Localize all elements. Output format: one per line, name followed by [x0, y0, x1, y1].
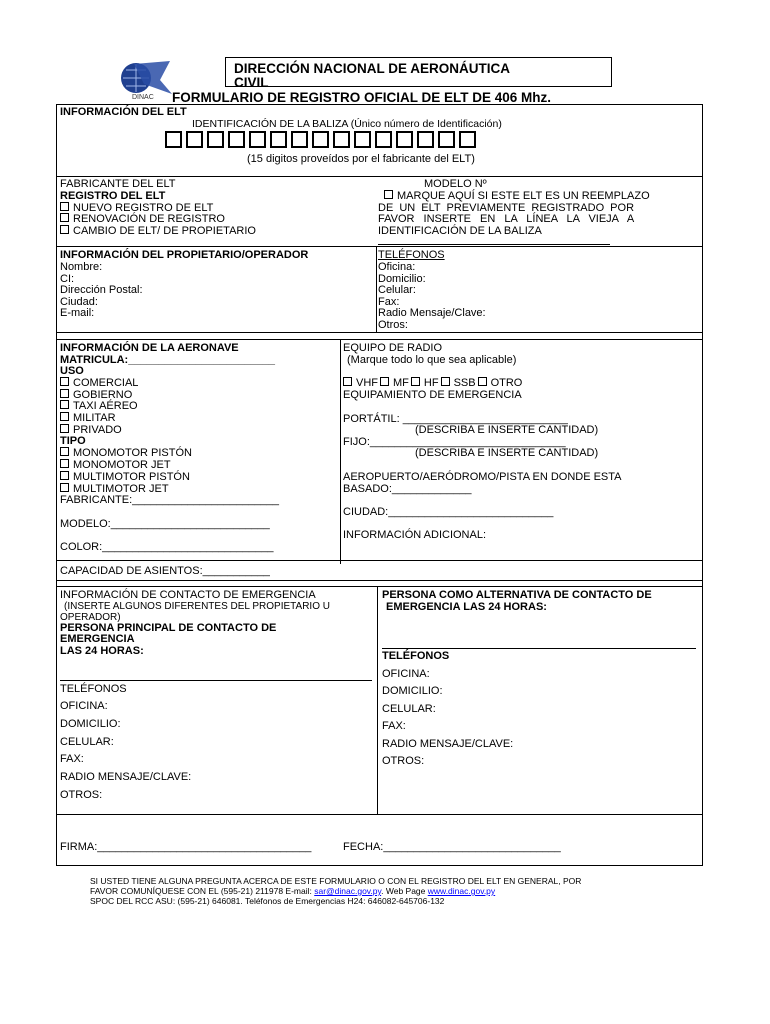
date-field[interactable]: FECHA:_____________________________ — [343, 841, 561, 853]
old-beacon-id-line[interactable] — [378, 244, 610, 245]
footer-web-label: . Web Page — [381, 886, 428, 896]
additional-info-label[interactable]: INFORMACIÓN ADICIONAL: — [343, 529, 487, 541]
replacement-checkbox[interactable]: MARQUE AQUÍ SI ESTE ELT ES UN REEMPLAZO — [384, 190, 650, 202]
radio-options — [343, 377, 522, 389]
tipo-multimotor-piston[interactable]: MULTIMOTOR PISTÓN — [60, 471, 190, 483]
owner-address-field[interactable]: Dirección Postal: — [60, 284, 143, 296]
id-cell[interactable] — [417, 131, 434, 148]
alternate-contact-line1: PERSONA COMO ALTERNATIVA DE CONTACTO DE — [382, 589, 652, 601]
aircraft-manufacturer-field[interactable]: FABRICANTE:________________________ — [60, 494, 279, 506]
alternate-contact-line2: EMERGENCIA LAS 24 HORAS: — [386, 601, 547, 613]
alternate-phone-fax[interactable]: FAX: — [382, 720, 406, 732]
footer-line3: SPOC DEL RCC ASU: (595-21) 646081. Teléfonos de Emergencias H24: 646082-645706-132 — [90, 896, 445, 906]
digits-note: (15 digitos proveídos por el fabricante del ELT) — [247, 153, 475, 165]
aircraft-seats-field[interactable]: CAPACIDAD DE ASIENTOS:___________ — [60, 565, 270, 577]
aircraft-registration-field[interactable]: MATRICULA:________________________ — [60, 354, 276, 366]
portable-field[interactable]: PORTÁTIL: ___________________________ — [343, 413, 568, 425]
city-field[interactable]: CIUDAD:___________________________ — [343, 506, 554, 518]
id-cell[interactable] — [291, 131, 308, 148]
alternate-phone-other[interactable]: OTROS: — [382, 755, 425, 767]
uso-taxi-aereo[interactable]: TAXI AÉREO — [60, 400, 138, 412]
replacement-line-4: IDENTIFICACIÓN DE LA BALIZA — [378, 225, 542, 237]
radio-hf[interactable]: HF — [411, 377, 439, 389]
divider — [56, 814, 702, 815]
agency-title-line1: DIRECCIÓN NACIONAL DE AERONÁUTICA — [234, 61, 511, 76]
fixed-describe-note: (DESCRIBA E INSERTE CANTIDAD) — [415, 447, 599, 459]
tipo-multimotor-jet[interactable]: MULTIMOTOR JET — [60, 483, 169, 495]
tipo-title: TIPO — [60, 435, 86, 447]
uso-privado[interactable]: PRIVADO — [60, 424, 122, 436]
id-cell[interactable] — [207, 131, 224, 148]
fixed-field[interactable]: FIJO:________________________________ — [343, 436, 566, 448]
alternate-phone-home[interactable]: DOMICILIO: — [382, 685, 443, 697]
owner-phone-mobile[interactable]: Celular: — [378, 284, 416, 296]
registry-option-renewal[interactable]: RENOVACIÓN DE REGISTRO — [60, 213, 225, 225]
elt-manufacturer-label[interactable]: FABRICANTE DEL ELT — [60, 178, 176, 190]
owner-phone-home[interactable]: Domicilio: — [378, 273, 426, 285]
uso-title: USO — [60, 365, 84, 377]
uso-gobierno[interactable]: GOBIERNO — [60, 389, 132, 401]
id-cell[interactable] — [312, 131, 329, 148]
tipo-monomotor-piston[interactable]: MONOMOTOR PISTÓN — [60, 447, 192, 459]
elt-section-title: INFORMACIÓN DEL ELT — [60, 106, 187, 118]
agency-title-line2: CIVIL — [234, 75, 269, 87]
primary-phone-fax[interactable]: FAX: — [60, 753, 84, 765]
primary-contact-name-line[interactable] — [60, 680, 372, 681]
divider — [56, 580, 702, 581]
radio-otro[interactable]: OTRO — [478, 377, 523, 389]
emergency-note-line1: (INSERTE ALGUNOS DIFERENTES DEL PROPIETARIO U — [64, 601, 330, 612]
id-cell[interactable] — [186, 131, 203, 148]
tipo-monomotor-jet[interactable]: MONOMOTOR JET — [60, 459, 171, 471]
airport-field[interactable]: BASADO:_____________ — [343, 483, 472, 495]
emergency-note-line2: OPERADOR) — [60, 612, 121, 623]
airport-label: AEROPUERTO/AERÓDROMO/PISTA EN DONDE ESTA — [343, 471, 622, 483]
owner-section-title: INFORMACIÓN DEL PROPIETARIO/OPERADOR — [60, 249, 309, 261]
primary-phone-mobile[interactable]: CELULAR: — [60, 736, 114, 748]
owner-phone-office[interactable]: Oficina: — [378, 261, 416, 273]
primary-contact-line1: PERSONA PRINCIPAL DE CONTACTO DE — [60, 622, 277, 634]
divider — [56, 332, 702, 333]
divider — [340, 339, 341, 564]
owner-phone-other[interactable]: Otros: — [378, 319, 408, 331]
radio-section-title: EQUIPO DE RADIO — [343, 342, 443, 354]
divider — [56, 246, 702, 247]
title-box — [225, 57, 612, 87]
primary-phone-home[interactable]: DOMICILIO: — [60, 718, 121, 730]
aircraft-color-field[interactable]: COLOR:____________________________ — [60, 541, 274, 553]
elt-model-label[interactable]: MODELO Nº — [424, 178, 487, 190]
form-title: FORMULARIO DE REGISTRO OFICIAL DE ELT DE 406 Mhz. — [172, 90, 552, 105]
owner-email-field[interactable]: E-mail: — [60, 307, 95, 319]
divider — [56, 586, 702, 587]
radio-mf[interactable]: MF — [380, 377, 409, 389]
id-cell[interactable] — [228, 131, 245, 148]
owner-phone-radio[interactable]: Radio Mensaje/Clave: — [378, 307, 486, 319]
registry-option-change[interactable]: CAMBIO DE ELT/ DE PROPIETARIO — [60, 225, 256, 237]
portable-describe-note: (DESCRIBA E INSERTE CANTIDAD) — [415, 424, 599, 436]
id-cell[interactable] — [438, 131, 455, 148]
owner-city-field[interactable]: Ciudad: — [60, 296, 98, 308]
divider — [56, 176, 702, 177]
alternate-phones-title: TELÉFONOS — [382, 650, 450, 662]
id-cell[interactable] — [249, 131, 266, 148]
emergency-section-title: INFORMACIÓN DE CONTACTO DE EMERGENCIA — [60, 589, 316, 601]
alternate-contact-name-line[interactable] — [382, 648, 696, 649]
id-cell[interactable] — [333, 131, 350, 148]
radio-section-note: (Marque todo lo que sea aplicable) — [347, 354, 517, 366]
id-cell[interactable] — [396, 131, 413, 148]
replacement-line-2: DE UN ELT PREVIAMENTE REGISTRADO POR — [378, 202, 635, 214]
id-cell[interactable] — [354, 131, 371, 148]
owner-phone-fax[interactable]: Fax: — [378, 296, 400, 308]
owner-ci-field[interactable]: CI: — [60, 273, 75, 285]
owner-phones-title: TELÉFONOS — [378, 249, 445, 261]
primary-phone-radio[interactable]: RADIO MENSAJE/CLAVE: — [60, 771, 192, 783]
divider — [56, 560, 702, 561]
footer-contact-text: FAVOR COMUNÍQUESE CON EL (595-21) 211978 E-mail: — [90, 886, 315, 896]
primary-contact-line3: LAS 24 HORAS: — [60, 645, 144, 657]
primary-phones-title: TELÉFONOS — [60, 683, 127, 695]
primary-phone-other[interactable]: OTROS: — [60, 789, 103, 801]
alternate-phone-radio[interactable]: RADIO MENSAJE/CLAVE: — [382, 738, 514, 750]
alternate-phone-office[interactable]: OFICINA: — [382, 668, 430, 680]
owner-name-field[interactable]: Nombre: — [60, 261, 103, 273]
footer-line1: SI USTED TIENE ALGUNA PREGUNTA ACERCA DE ESTE FORMULARIO O CON EL REGISTRO DEL ELT EN GENERAL, POR — [90, 876, 582, 886]
uso-militar[interactable]: MILITAR — [60, 412, 116, 424]
id-cell[interactable] — [375, 131, 392, 148]
logo-text: DINAC — [132, 94, 154, 101]
beacon-id-cells[interactable] — [165, 131, 480, 151]
agency-title — [234, 62, 510, 87]
footer-line2 — [90, 886, 495, 896]
primary-phone-office[interactable]: OFICINA: — [60, 700, 108, 712]
registry-option-new[interactable]: NUEVO REGISTRO DE ELT — [60, 202, 213, 214]
divider — [377, 586, 378, 814]
aircraft-model-field[interactable]: MODELO:__________________________ — [60, 518, 270, 530]
email-link[interactable]: sar@dinac.gov.py — [314, 886, 382, 896]
primary-contact-line2: EMERGENCIA — [60, 633, 135, 645]
web-link[interactable]: www.dinac.gov.py — [427, 886, 496, 896]
id-cell[interactable] — [459, 131, 476, 148]
alternate-phone-mobile[interactable]: CELULAR: — [382, 703, 436, 715]
id-cell[interactable] — [270, 131, 287, 148]
id-cell[interactable] — [165, 131, 182, 148]
beacon-id-label: IDENTIFICACIÓN DE LA BALIZA (Único número de Identificación) — [192, 118, 502, 130]
emergency-equipment-title: EQUIPAMIENTO DE EMERGENCIA — [343, 389, 522, 401]
divider — [376, 246, 377, 332]
radio-ssb[interactable]: SSB — [441, 377, 476, 389]
divider — [56, 339, 702, 340]
dinac-logo — [120, 58, 172, 104]
radio-vhf[interactable]: VHF — [343, 377, 378, 389]
aircraft-section-title: INFORMACIÓN DE LA AERONAVE — [60, 342, 239, 354]
elt-registry-title: REGISTRO DEL ELT — [60, 190, 166, 202]
signature-field[interactable]: FIRMA:___________________________________ — [60, 841, 312, 853]
uso-comercial[interactable]: COMERCIAL — [60, 377, 138, 389]
replacement-line-3: FAVOR INSERTE EN LA LÍNEA LA VIEJA A — [378, 213, 635, 225]
